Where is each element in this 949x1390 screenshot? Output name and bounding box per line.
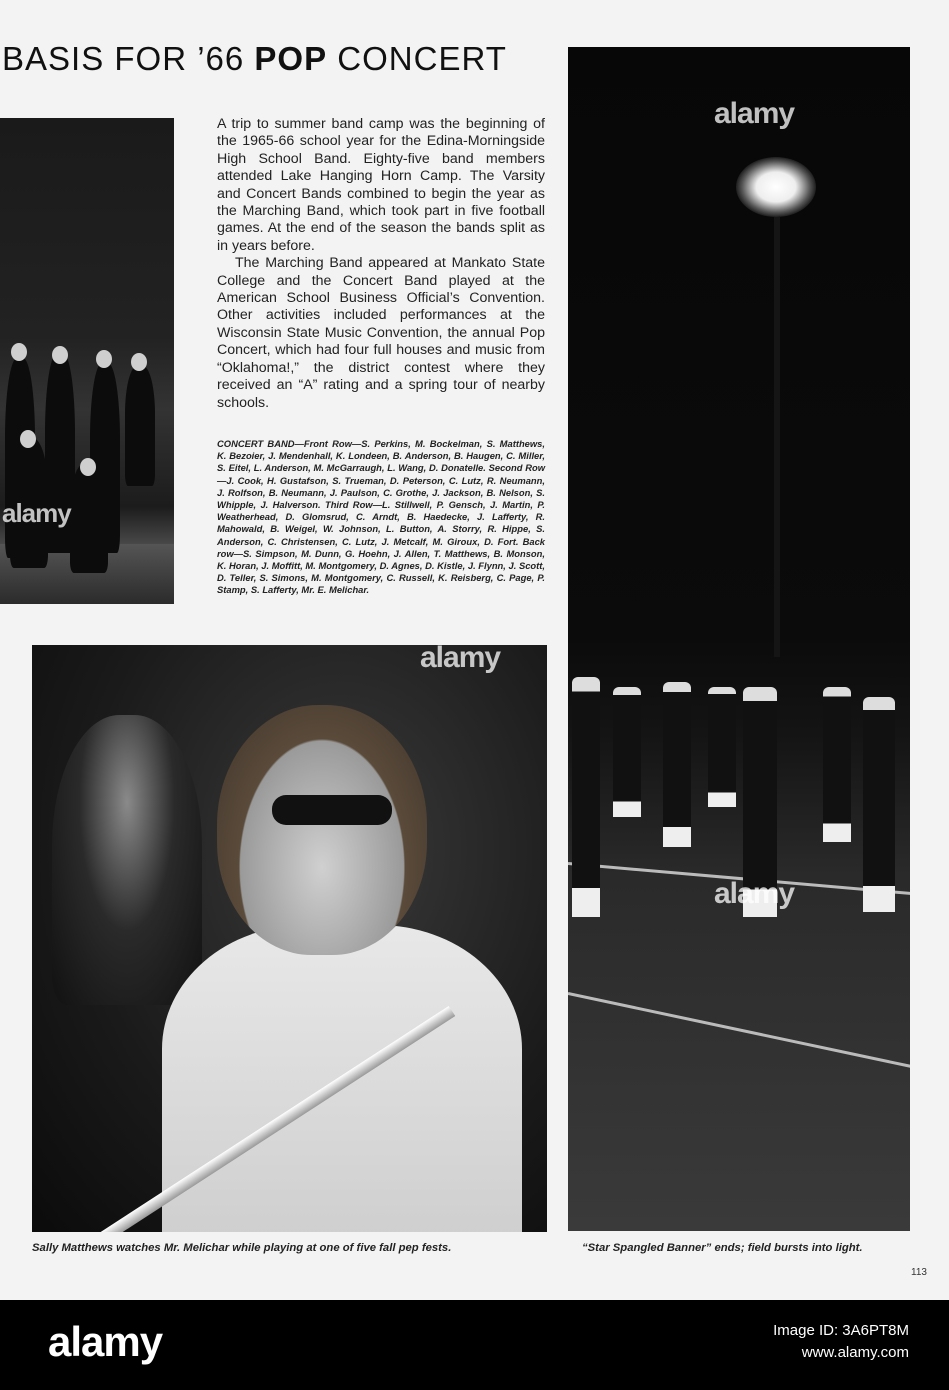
marching-band-night-photo (568, 47, 910, 1231)
site-url: www.alamy.com (801, 1344, 909, 1361)
page-number: 113 (911, 1267, 927, 1278)
watermark: alamy (714, 97, 795, 130)
image-info (773, 1320, 909, 1364)
stock-footer (0, 1300, 949, 1390)
concert-band-photo (0, 118, 174, 604)
watermark: alamy (714, 877, 795, 910)
alamy-logo: alamy (48, 1318, 163, 1365)
band-roster: CONCERT BAND—Front Row—S. Perkins, M. Bockelman, S. Matthews, K. Bezoier, J. Mendenhall, K. Londeen, B. Anderson, B. Haugen, C. Miller, S. Eitel, L. Anderson, M. McGarraugh, L. Wang, D. Donatelle. Second Row—J. Cook, H. Gustafson, S. Trueman, D. Peterson, C. Lutz, R. Neumann, J. Rolfson, B. Neumann, J. Paulson, C. Grothe, J. Jackson, B. Nelson, S. Whipple, J. Halverson. Third Row—L. Stillwell, P. Gensch, J. Martin, P. Weatherhead, D. Glomsrud, C. Arndt, B. Haedecke, J. Lafferty, R. Mahowald, B. Weigel, W. Johnson, L. Button, A. Storry, R. Hippe, S. Anderson, C. Christensen, C. Lutz, J. Metcalf, M. Giroux, D. Fort. Back row—S. Simpson, M. Dunn, G. Hoehn, J. Allen, T. Matthews, B. Monson, K. Horan, J. Moffitt, M. Montgomery, D. Agnes, D. Kistle, J. Flynn, J. Scott, D. Teller, S. Simons, M. Montgomery, C. Russell, K. Reisberg, C. Page, P. Stamp, S. Lafferty, Mr. E. Melichar. (217, 438, 545, 596)
image-id: Image ID: 3A6PT8M (773, 1322, 909, 1339)
caption-right: “Star Spangled Banner” ends; field bursts into light. (582, 1242, 863, 1254)
paragraph: A trip to summer band camp was the beginning of the 1965-66 school year for the Edina-Morningside High School Band. Eighty-five band members attended Lake Hanging Horn Camp. The Varsity and Concert Bands combined to begin the year as the Marching Band, which took part in five football games. At the end of the season the bands split as in years before. (217, 116, 545, 254)
page-title: BASIS FOR ’66 POP CONCERT (2, 40, 507, 77)
caption-left: Sally Matthews watches Mr. Melichar while playing at one of five fall pep fests. (32, 1242, 452, 1254)
flute-player-photo (32, 645, 547, 1232)
paragraph: The Marching Band appeared at Mankato State College and the Concert Band played at the American School Business Official’s Convention. Other activities included performances at the Wisconsin State Music Convention, the annual Pop Concert, which had four full houses and music from “Oklahoma!,” the district contest where they received an “A” rating and a spring tour of nearby schools. (217, 255, 545, 411)
watermark: alamy (2, 498, 71, 528)
article-body (217, 116, 545, 412)
watermark: alamy (420, 645, 501, 674)
